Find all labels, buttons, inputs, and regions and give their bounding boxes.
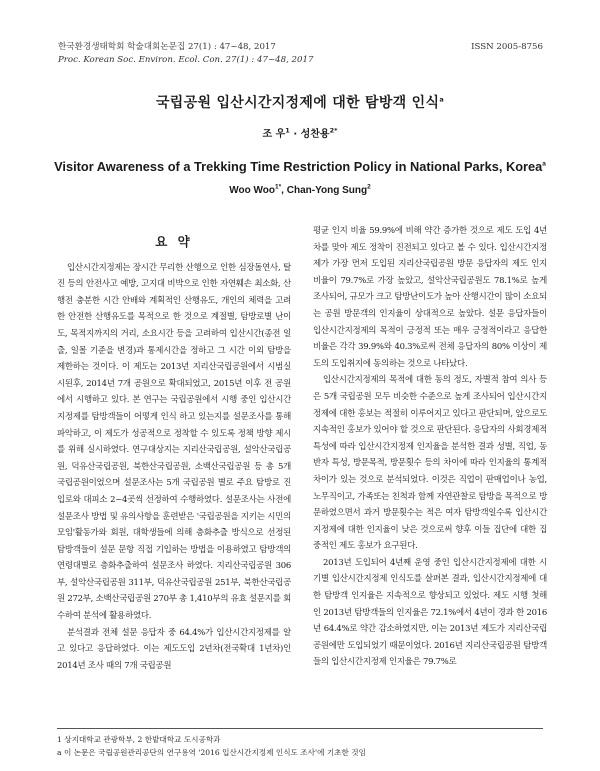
issn: ISSN 2005-8756 [471, 42, 543, 52]
paragraph: 평균 인지 비율 59.9%에 비해 약간 증가한 것으로 제도 도입 4년차를 맞아 제도 정착이 진전되고 있다고 볼 수 있다. 입산시간지정제가 가장 먼저 도입된 지리산국립공원 방문 응답자의 제도 인지 비율이 79.7%로 가장 높았고, 설악산국립공원도 78.1%로 높게 조사되어, 규모가 크고 탐방난이도가 높아 산행시간이 많이 소요되는 공원 방문객의 인지율이 상대적으로 높았다. 설문 응답자들이 입산시간지정제의 목적이 긍정적 또는 매우 긍정적이라고 응답한 비율은 각각 39.9%와 40.3%로써 전체 응답자의 80% 이상이 제도의 도입취지에 동의하는 것으로 나타났다. [313, 225, 547, 368]
paragraph: 입산시간지정제의 목적에 대한 동의 정도, 자별적 참여 의사 등은 5개 국립공원 모두 비슷한 수준으로 높게 조사되어 입산시간지정제에 대한 홍보는 적절히 이루어지고 있다고 판단되며, 앞으로도 지속적인 홍보가 있어야 할 것으로 판단된다. 응답자의 사회경제적 특성에 따라 입산시간지정제 인지율을 분석한 결과 성별, 직업, 동반자 특성, 방문목적, 방문횟수 등의 차이에 따라 인지율의 통계적 차이가 있는 것으로 분석되었다. 이것은 직업이 판매업이나 농업, 노무직이고, 가족또는 친척과 함께 자연관찰로 탐방을 목적으로 방문하였으면서 과거 방문횟수는 적은 여자 탐방객일수록 입산시간지정제에 대한 인지율이 낮은 것으로써 향후 이들 집단에 대한 집중적인 제도 홍보가 요구된다. [313, 374, 547, 551]
title-korean: 국립공원 입산시간지정제에 대한 탐방객 인식$^a$ [155, 95, 445, 111]
journal-header [58, 41, 313, 67]
left-column [57, 222, 291, 673]
abstract-heading: 요 약 [155, 234, 193, 249]
footnote-funding: a 이 논문은 국립공원관리공단의 연구용역 '2016 입산시간지정제 인식도 조사'에 기초한 것임 [57, 748, 366, 757]
journal-citation-ko: 한국환경생태학회 학술대회논문집 27(1) : 47~48, 2017 [58, 42, 276, 52]
authors-english: Woo Woo$^{1*}$, Chan-Yong Sung$^2$ [229, 183, 371, 196]
footnotes [57, 733, 366, 759]
paragraph: 2013년 도입되어 4년째 운영 중인 입산시간지정제에 대한 시기별 입산시간지정제 인식도를 살펴본 결과, 입산시간지정제에 대한 탐방객 인지율은 지속적으로 향상되고 있었다. 제도 시행 첫해인 2013년 탐방객들의 인지율은 72.1%에서 4년이 경과 한 2016년 64.4%로 약간 감소하였지만, 이는 2013년 제도가 지리산국립공원에만 도입되었기 때문이었다. 2016년 지리산국립공원 탐방객들의 입산시간지정제 인지율은 79.7%로 [313, 556, 547, 667]
right-column [313, 222, 547, 670]
title-english: Visitor Awareness of a Trekking Time Restriction Policy in National Parks, Korea$^a$ [54, 159, 546, 174]
authors-korean: 조 우$^1$ · 성찬용$^{2*}$ [262, 126, 338, 140]
paragraph: 입산시간지정제는 장시간 무리한 산행으로 인한 심장돌연사, 탈진 등의 안전사고 예방, 고지대 비박으로 인한 자연훼손 최소화, 산행전 충분한 시간 안배와 계획적인 산행유도, 개인의 체력을 고려한 안전한 산행유도를 목적으로 한 것으로 계절별, 탐방로별 난이도, 목적지까지의 거리, 소요시간 등을 고려하여 입산시간(종전 일출, 일몰 기준을 변경)과 통제시간을 정하고 그 시간 이외 탐방을 제한하는 것이다. 이 제도는 2013년 지리산국립공원에서 시범실시된후, 2014년 7개 공원으로 확대되었고, 2015년 이후 전 공원에서 시행하고 있다. 본 연구는 국립공원에서 시행 중인 입산시간지정제를 탐방객들이 어떻게 인식 하고 있는지를 설문조사를 통해 파악하고, 이 제도가 성공적으로 정착할 수 있도록 정책 방향 제시를 위해 실시하였다. 연구대상지는 지리산국립공원, 설악산국립공원, 덕유산국립공원, 북한산국립공원, 소백산국립공원 등 총 5개 국립공원이었으며 설문조사는 5개 국립공원 별로 주요 탐방로 진입로와 대피소 2~4곳씩 선정하여 수행하였다. 설문조사는 사전에 설문조사 방법 및 유의사항을 훈련받은 '국립공원을 지키는 시민의 모임'활동가와 회원, 대학생들에 의해 층화추출 방식으로 선정된 탐방객들이 설문 문항 직접 기입하는 방법을 이용하였고 탐방객의 연령대별로 층화추출하여 설문조사 하였다. 지리산국립공원 306부, 설악산국립공원 311부, 덕유산국립공원 251부, 북한산국립공원 272부, 소백산국립공원 270부 총 1,410부의 유효 설문지를 회수하여 분석에 활용하였다. [57, 261, 291, 621]
footnote-affiliations: 1 상지대학교 관광학부, 2 한밭대학교 도시공학과 [57, 735, 221, 744]
footnote-divider [57, 728, 543, 729]
journal-citation-en: Proc. Korean Soc. Environ. Ecol. Con. 27(1) : 47~48, 2017 [58, 55, 314, 65]
paragraph: 분석결과 전체 설문 응답자 중 64.4%가 입산시간지정제를 알고 있다고 응답하였다. 이는 제도도입 2년차(전국확대 1년차)인 2014년 조사 때의 7개 국립공원 [57, 626, 291, 670]
